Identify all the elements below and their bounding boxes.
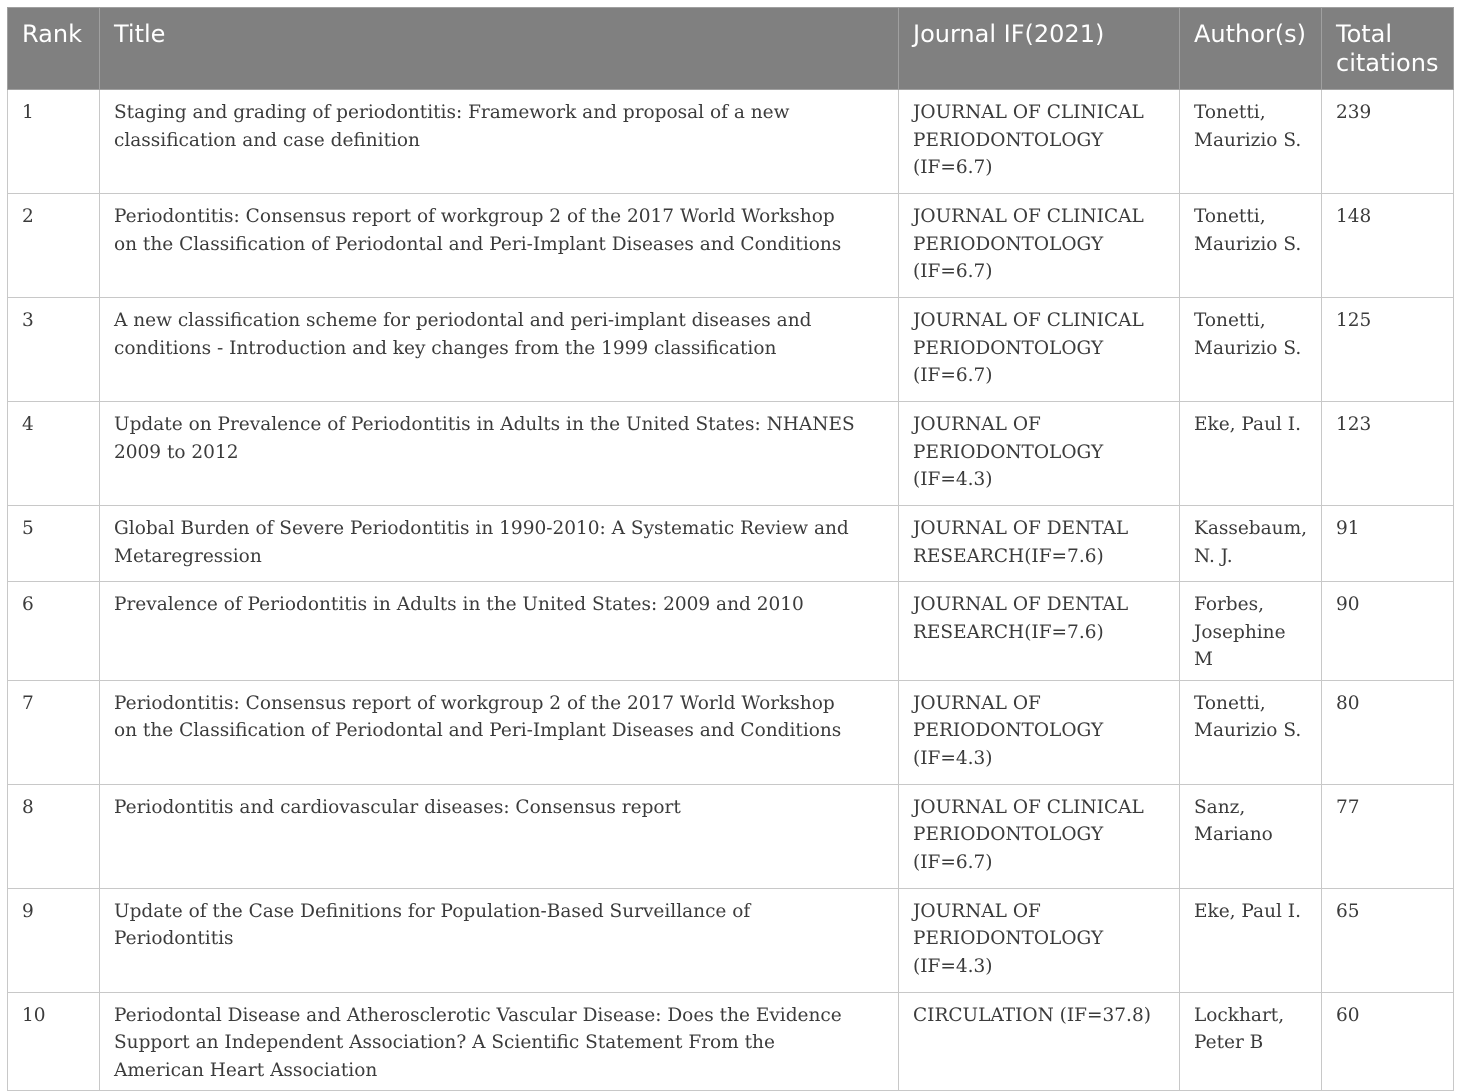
cell-journal: JOURNAL OF DENTAL RESEARCH(IF=7.6) [899, 506, 1180, 582]
cell-rank: 6 [8, 582, 100, 681]
title-text: Periodontitis: Consensus report of workgroup 2 of the 2017 World Workshop on the Classification of Periodontal and Peri-Implant Diseases and Conditions [114, 206, 842, 255]
header-row [8, 8, 1454, 90]
table-row [8, 194, 1454, 298]
header-authors: Author(s) [1180, 8, 1322, 90]
cell-rank: 9 [8, 888, 100, 992]
table-row [8, 298, 1454, 402]
header-title: Title [100, 8, 899, 90]
cell-title [100, 90, 899, 194]
cell-citations: 125 [1322, 298, 1454, 402]
cell-authors: Eke, Paul I. [1180, 888, 1322, 992]
cell-journal: JOURNAL OF PERIODONTOLOGY (IF=4.3) [899, 402, 1180, 506]
table-body [8, 90, 1454, 1091]
cell-citations: 65 [1322, 888, 1454, 992]
cell-authors: Kassebaum, N. J. [1180, 506, 1322, 582]
table-row [8, 582, 1454, 681]
title-text: Periodontal Disease and Atherosclerotic Vascular Disease: Does the Evidence Support an Independent Association? A Scientific Statement From the American Heart Association [114, 1004, 842, 1081]
table-row [8, 506, 1454, 582]
cell-title [100, 194, 899, 298]
title-text: Update of the Case Definitions for Population-Based Surveillance of Periodontitis [114, 900, 751, 949]
cell-rank: 2 [8, 194, 100, 298]
cell-rank: 3 [8, 298, 100, 402]
table-row [8, 888, 1454, 992]
citations-table [7, 7, 1454, 1091]
title-text: Periodontitis: Consensus report of workgroup 2 of the 2017 World Workshop on the Classification of Periodontal and Peri-Implant Diseases and Conditions [114, 692, 842, 741]
cell-authors: Tonetti, Maurizio S. [1180, 90, 1322, 194]
cell-citations: 123 [1322, 402, 1454, 506]
header-citations: Total citations [1322, 8, 1454, 90]
title-text: Update on Prevalence of Periodontitis in Adults in the United States: NHANES 2009 to 2012 [114, 414, 855, 463]
cell-title [100, 784, 899, 888]
cell-journal: JOURNAL OF DENTAL RESEARCH(IF=7.6) [899, 582, 1180, 681]
header-journal: Journal IF(2021) [899, 8, 1180, 90]
title-text: A new classification scheme for periodontal and peri-implant diseases and conditions - Introduction and key changes from the 1999 classification [114, 310, 812, 359]
cell-journal: JOURNAL OF CLINICAL PERIODONTOLOGY (IF=6.7) [899, 784, 1180, 888]
cell-title [100, 506, 899, 582]
cell-title [100, 402, 899, 506]
table-row [8, 90, 1454, 194]
table-row [8, 402, 1454, 506]
cell-journal: JOURNAL OF CLINICAL PERIODONTOLOGY (IF=6.7) [899, 90, 1180, 194]
cell-journal: JOURNAL OF PERIODONTOLOGY (IF=4.3) [899, 888, 1180, 992]
cell-journal: CIRCULATION (IF=37.8) [899, 992, 1180, 1091]
cell-rank: 1 [8, 90, 100, 194]
cell-rank: 10 [8, 992, 100, 1091]
table-row [8, 992, 1454, 1091]
cell-title [100, 680, 899, 784]
cell-citations: 239 [1322, 90, 1454, 194]
cell-citations: 148 [1322, 194, 1454, 298]
table-row [8, 680, 1454, 784]
header-rank: Rank [8, 8, 100, 90]
cell-authors: Tonetti, Maurizio S. [1180, 298, 1322, 402]
cell-authors: Sanz, Mariano [1180, 784, 1322, 888]
cell-rank: 8 [8, 784, 100, 888]
cell-citations: 60 [1322, 992, 1454, 1091]
cell-rank: 4 [8, 402, 100, 506]
cell-citations: 90 [1322, 582, 1454, 681]
table-row [8, 784, 1454, 888]
title-text: Periodontitis and cardiovascular diseases: Consensus report [114, 796, 681, 818]
cell-authors: Lockhart, Peter B [1180, 992, 1322, 1091]
cell-citations: 80 [1322, 680, 1454, 784]
cell-title [100, 298, 899, 402]
cell-title [100, 582, 899, 681]
cell-citations: 77 [1322, 784, 1454, 888]
cell-rank: 7 [8, 680, 100, 784]
cell-authors: Tonetti, Maurizio S. [1180, 194, 1322, 298]
cell-title [100, 888, 899, 992]
cell-journal: JOURNAL OF CLINICAL PERIODONTOLOGY (IF=6.7) [899, 298, 1180, 402]
table-header [8, 8, 1454, 90]
cell-journal: JOURNAL OF PERIODONTOLOGY (IF=4.3) [899, 680, 1180, 784]
cell-title [100, 992, 899, 1091]
cell-authors: Forbes, Josephine M [1180, 582, 1322, 681]
cell-journal: JOURNAL OF CLINICAL PERIODONTOLOGY (IF=6.7) [899, 194, 1180, 298]
cell-citations: 91 [1322, 506, 1454, 582]
title-text: Staging and grading of periodontitis: Framework and proposal of a new classification and case definition [114, 102, 790, 151]
cell-authors: Eke, Paul I. [1180, 402, 1322, 506]
title-text: Prevalence of Periodontitis in Adults in the United States: 2009 and 2010 [114, 594, 804, 615]
title-text: Global Burden of Severe Periodontitis in 1990-2010: A Systematic Review and Metaregression [114, 518, 849, 567]
cell-rank: 5 [8, 506, 100, 582]
cell-authors: Tonetti, Maurizio S. [1180, 680, 1322, 784]
